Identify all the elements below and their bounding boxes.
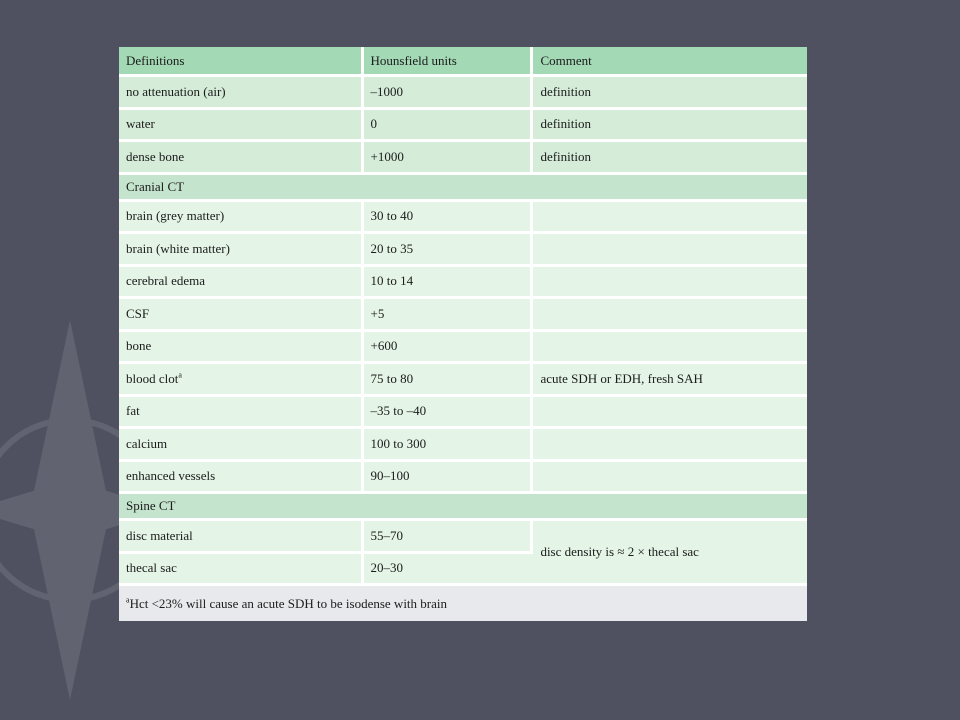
- row-hu: +1000: [364, 142, 534, 175]
- row-name: enhanced vessels: [119, 462, 364, 495]
- row-name: bone: [119, 332, 364, 365]
- row-hu: 10 to 14: [364, 267, 534, 300]
- table-row: [119, 234, 807, 267]
- footnote-sup: a: [126, 595, 130, 605]
- table-header-row: [119, 47, 807, 77]
- row-hu: +5: [364, 299, 534, 332]
- row-hu: –35 to –40: [364, 397, 534, 430]
- hounsfield-table-container: [119, 47, 807, 614]
- row-hu: 20 to 35: [364, 234, 534, 267]
- row-name-with-footnote: [119, 364, 364, 397]
- row-comment: [533, 267, 807, 300]
- table-row: [119, 110, 807, 143]
- row-hu: +600: [364, 332, 534, 365]
- row-comment: [533, 397, 807, 430]
- table-row: [119, 299, 807, 332]
- row-comment: [533, 299, 807, 332]
- footnote-text: Hct <23% will cause an acute SDH to be isodense with brain: [129, 595, 448, 611]
- row-name: fat: [119, 397, 364, 430]
- footnote-row: [119, 586, 807, 621]
- row-name: disc material: [119, 521, 364, 554]
- spine-comment: disc density is ≈ 2 × thecal sac: [533, 521, 807, 586]
- section-row-cranial: [119, 175, 807, 202]
- row-comment: [533, 202, 807, 235]
- table-row: [119, 332, 807, 365]
- row-comment: definition: [533, 77, 807, 110]
- row-hu: 100 to 300: [364, 429, 534, 462]
- section-row-spine: [119, 494, 807, 521]
- header-hounsfield-units: Hounsfield units: [364, 47, 534, 77]
- table-row: [119, 429, 807, 462]
- row-hu: –1000: [364, 77, 534, 110]
- table-row: [119, 267, 807, 300]
- table-row: [119, 462, 807, 495]
- header-comment: Comment: [533, 47, 807, 77]
- row-name: dense bone: [119, 142, 364, 175]
- row-comment: acute SDH or EDH, fresh SAH: [533, 364, 807, 397]
- row-hu: 75 to 80: [364, 364, 534, 397]
- row-name: cerebral edema: [119, 267, 364, 300]
- table-row: [119, 202, 807, 235]
- row-name: CSF: [119, 299, 364, 332]
- row-comment: definition: [533, 142, 807, 175]
- row-comment: definition: [533, 110, 807, 143]
- row-name: water: [119, 110, 364, 143]
- row-name: thecal sac: [119, 554, 364, 587]
- table-row: [119, 364, 807, 397]
- section-title-cranial: Cranial CT: [119, 175, 807, 202]
- section-title-spine: Spine CT: [119, 494, 807, 521]
- row-comment: [533, 462, 807, 495]
- footnote-marker: a: [178, 370, 182, 380]
- footnote-cell: [119, 586, 807, 621]
- row-name: brain (white matter): [119, 234, 364, 267]
- row-name: calcium: [119, 429, 364, 462]
- table-row: [119, 142, 807, 175]
- table-row: [119, 77, 807, 110]
- row-name: brain (grey matter): [119, 202, 364, 235]
- table-row: [119, 397, 807, 430]
- header-definitions: Definitions: [119, 47, 364, 77]
- row-name: blood clot: [126, 370, 179, 386]
- row-hu: 30 to 40: [364, 202, 534, 235]
- row-name: no attenuation (air): [119, 77, 364, 110]
- row-comment: [533, 332, 807, 365]
- hounsfield-table: [119, 47, 807, 621]
- row-comment: [533, 234, 807, 267]
- row-hu: 55–70: [364, 521, 534, 554]
- table-row: [119, 521, 807, 554]
- row-hu: 90–100: [364, 462, 534, 495]
- row-hu: 20–30: [364, 554, 534, 587]
- row-hu: 0: [364, 110, 534, 143]
- row-comment: [533, 429, 807, 462]
